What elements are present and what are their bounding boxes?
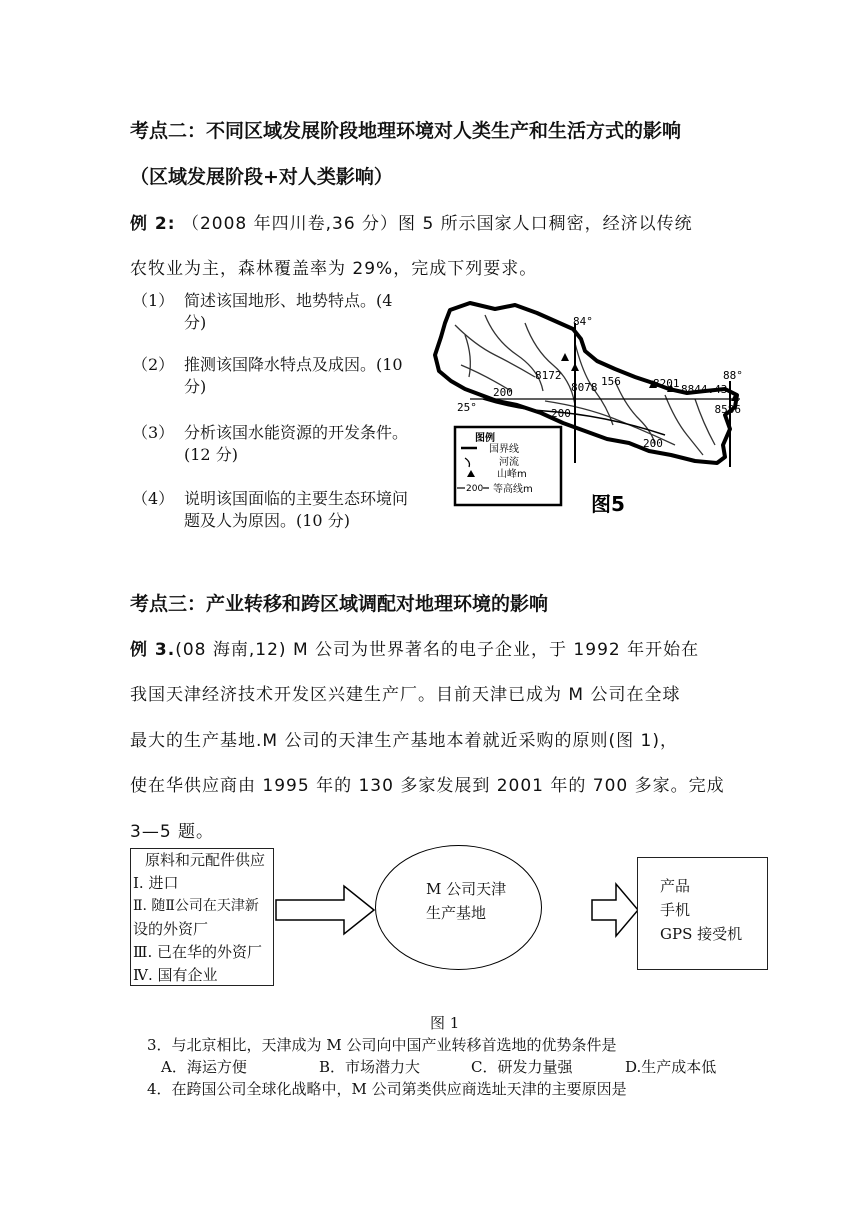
- q3-option-b: B．市场潜力大: [319, 1058, 421, 1076]
- example3-text: (08 海南,12) M 公司为世界著名的电子企业，于 1992 年开始在: [175, 640, 700, 660]
- product-box: [637, 857, 768, 970]
- question-4-text: 说明该国面临的主要生态环境问题及人为原因。(10 分): [184, 489, 409, 530]
- supply-box: [130, 848, 274, 986]
- q3-option-d: D.生产成本低: [625, 1058, 717, 1076]
- q3-options: [159, 1056, 749, 1078]
- product-gps: GPS 接受机: [660, 925, 743, 943]
- peak-label-156: 156: [601, 375, 621, 388]
- example2-line1: [130, 209, 693, 234]
- question-3-text: 分析该国水能资源的开发条件。(12 分): [184, 423, 409, 464]
- example2-label: 例 2:: [130, 214, 176, 234]
- question-2-num: （2）: [132, 355, 175, 374]
- q3-option-c: C．研发力量强: [471, 1058, 573, 1076]
- example3-label: 例 3.: [130, 640, 176, 660]
- question-1-num: （1）: [132, 291, 175, 310]
- q3-option-a: A．海运方便: [161, 1058, 247, 1076]
- legend-peak: 山峰m: [497, 469, 527, 480]
- supply-item-4: Ⅳ. 国有企业: [133, 966, 218, 984]
- question-1-text: 简述该国地形、地势特点。(4 分): [184, 291, 393, 332]
- example3-line5: 3—5 题。: [130, 822, 215, 842]
- peak-label-8844: 8844.43: [681, 383, 728, 396]
- lon84-label: 84°: [573, 315, 593, 328]
- contour-label-a: 200: [493, 386, 513, 399]
- section2-title: 考点二：不同区域发展阶段地理环境对人类生产和生活方式的影响: [130, 120, 682, 142]
- lon88-label: 88°: [723, 369, 743, 382]
- question-4: [132, 488, 422, 532]
- contour-label-c: 200: [643, 437, 663, 450]
- production-base-ellipse: [375, 845, 542, 970]
- base-line1: M 公司天津: [426, 880, 507, 898]
- map-caption: 图5: [591, 492, 625, 516]
- legend-contour-num: 200: [466, 484, 484, 494]
- question-4-num: （4）: [132, 489, 175, 508]
- example2-line2: 农牧业为主，森林覆盖率为 29%，完成下列要求。: [130, 259, 538, 279]
- legend-contour: 等高线m: [493, 484, 533, 495]
- question-1: [132, 290, 422, 334]
- product-phone: 手机: [660, 901, 691, 919]
- supply-item-2-cont: 设的外资厂: [133, 920, 209, 938]
- section3-title: 考点三：产业转移和跨区域调配对地理环境的影响: [130, 593, 549, 615]
- arrow-right-icon: [274, 880, 378, 940]
- example3-line2: 我国天津经济技术开发区兴建生产厂。目前天津已成为 M 公司在全球: [130, 685, 681, 705]
- nepal-map: [425, 295, 745, 525]
- q4-stem: 4．在跨国公司全球化战略中，M 公司第类供应商选址天津的主要原因是: [147, 1080, 627, 1098]
- example3-line4: 使在华供应商由 1995 年的 130 多家发展到 2001 年的 700 多家。完成: [130, 776, 725, 796]
- legend-title: 图例: [475, 433, 495, 444]
- supply-title: 原料和元配件供应: [145, 851, 266, 869]
- question-2-text: 推测该国降水特点及成因。(10 分): [184, 355, 403, 396]
- legend-river: 河流: [499, 457, 519, 468]
- supply-item-3: Ⅲ. 已在华的外资厂: [133, 943, 263, 961]
- q3-stem: 3．与北京相比，天津成为 M 公司向中国产业转移首选地的优势条件是: [147, 1036, 617, 1054]
- arrow-right-icon-2: [590, 878, 640, 942]
- figure1-caption: 图 1: [430, 1014, 460, 1032]
- legend-border: 国界线: [489, 444, 519, 455]
- section2-subtitle: （区域发展阶段+对人类影响）: [130, 166, 393, 188]
- question-3: [132, 422, 422, 466]
- example2-text: （2008 年四川卷,36 分）图 5 所示国家人口稠密，经济以传统: [181, 214, 693, 234]
- example3-line3: 最大的生产基地.M 公司的天津生产基地本着就近采购的原则(图 1)，: [130, 731, 678, 751]
- contour-label-b: 200: [551, 407, 571, 420]
- product-title: 产品: [660, 877, 691, 895]
- question-2: [132, 354, 422, 398]
- example3-line1: [130, 635, 699, 660]
- peak-label-8078: 8078: [571, 381, 598, 394]
- peak-label-8172: 8172: [535, 369, 562, 382]
- peak-label-8201: 8201: [653, 377, 680, 390]
- peak-label-8586: 8586: [714, 403, 741, 416]
- supply-item-2: Ⅱ. 随Ⅱ公司在天津新: [133, 898, 259, 914]
- base-line2: 生产基地: [426, 904, 487, 922]
- lat25-label: 25°: [457, 401, 477, 414]
- supply-item-1: Ⅰ. 进口: [133, 874, 179, 892]
- question-3-num: （3）: [132, 423, 175, 442]
